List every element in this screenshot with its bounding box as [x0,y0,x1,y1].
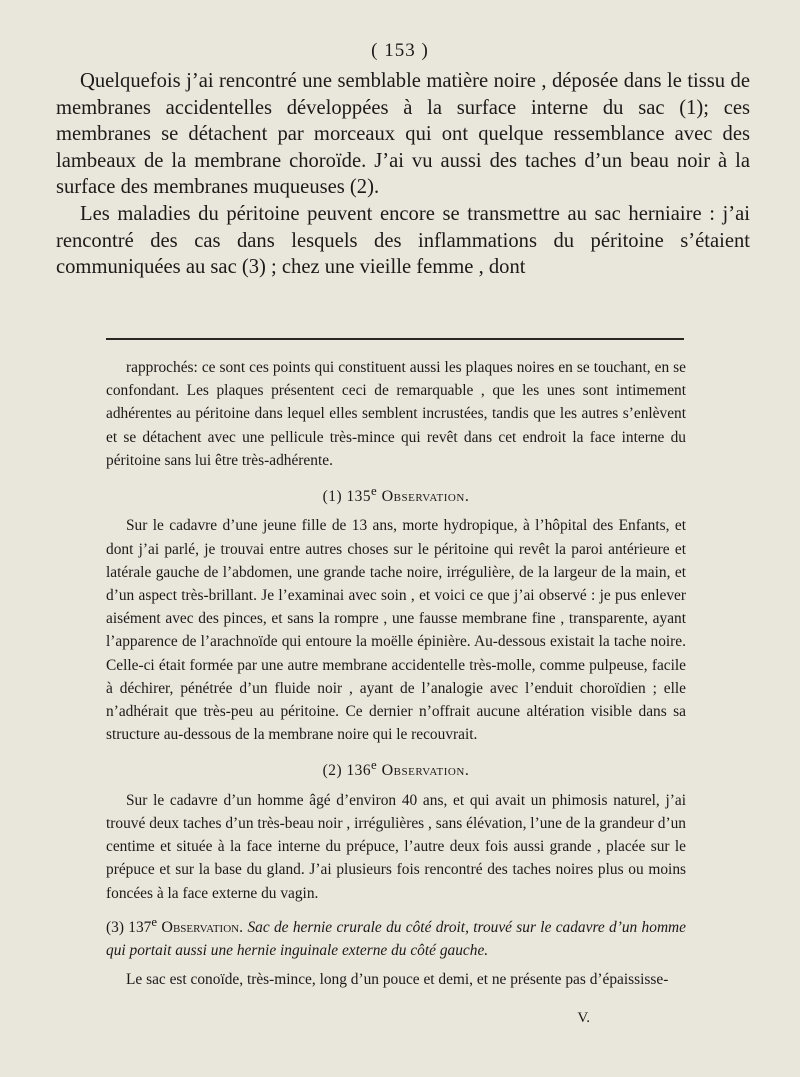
observation-ordinal: e [371,758,378,773]
observation-label: Observation. [381,488,470,506]
observation-ordinal: e [371,484,378,499]
observation-label: Observation. [161,918,244,936]
observation-marker: (2) 136 [322,762,372,780]
main-paragraph: Quelquefois j’ai rencontré une semblable matière noire , déposée dans le tissu de membranes accidentelles développées à la surface interne du sac (1); ces membranes se détachent par morceaux qui ont quelque ressemblance avec des lambeaux de la membrane choroïde. J’ai vu aussi des taches d’un beau noir à la surface des membranes muqueuses (2). [56,70,750,199]
observation-body: Sur le cadavre d’un homme âgé d’environ 40 ans, et qui avait un phimosis naturel, j’ai trouvé deux taches d’un très-beau noir , irrégulières , sans élévation, l’une de la grandeur d’un centime et située à la face interne du prépuce, l’autre deux fois aussi grande , placée sur le prépuce et sur la base du gland. J’ai plusieurs fois rencontré des taches noires plus ou moins foncées à la face externe du vagin. [106,791,686,902]
observation-entry [106,911,686,963]
observation-label: Observation. [381,762,470,780]
observation-marker: (1) 135 [322,488,372,506]
signature-mark [0,1010,800,1027]
observation-marker: (3) 137 [106,918,152,936]
footnote-continuation: rapprochés: ce sont ces points qui constituent aussi les plaques noires en se touchant, en se confondant. Les plaques présentent ceci de remarquable , que les unes sont intimement adhérentes au péritoine dans lequel elles semblent incrustées, tandis que les autres s’enlèvent et se détachent avec une pellicule très-mince qui revêt dans cet endroit la face interne du péritoine sans lui être très-adhérente. [106,359,686,469]
main-text [56,68,750,281]
page-number: ( 153 ) [371,40,429,61]
observation-title: Sac de hernie crurale du côté droit, trouvé sur le cadavre d’un homme qui portait aussi une hernie inguinale externe du côté gauche. [106,918,687,960]
main-paragraph: Les maladies du péritoine peuvent encore se transmettre au sac herniaire : j’ai rencontré des cas dans lesquels des inflammations du péritoine s’étaient communiquées au sac (3) ; chez une vieille femme , dont [56,202,750,279]
observation-heading [106,754,686,782]
observation-heading [106,480,686,508]
observation-body: Sur le cadavre d’une jeune fille de 13 ans, morte hydropique, à l’hôpital des Enfants, et dont j’ai parlé, je trouvai entre autres choses sur le péritoine qui revêt la paroi antérieure et latérale gauche de l’abdomen, une grande tache noire, irrégulière, de la largeur de la main, et d’un aspect très-brillant. Je l’examinai avec soin , et voici ce que j’ai observé : je pus enlever aisément avec des pinces, et sans la rompre , une fausse membrane fine , transparente, ayant l’apparence de l’arachnoïde qui entoure la moëlle épinière. Au-dessous existait la tache noire. Celle-ci était formée par une autre membrane accidentelle très-molle, comme pulpeuse, facile à déchirer, pénétrée d’un fluide noir , ayant de l’analogie avec l’enduit choroïdien ; elle n’adhérait que très-peu au péritoine. Ce dernier n’offrait aucune altération visible dans sa structure au-dessous de la membrane noire qui le recouvrait. [106,517,686,744]
observation-ordinal: e [151,914,158,929]
observation-body: Le sac est conoïde, très-mince, long d’un pouce et demi, et ne présente pas d’épaississe- [126,971,669,989]
footnote-divider [106,338,684,340]
footnotes [106,356,686,991]
signature-text: V. [577,1010,590,1026]
